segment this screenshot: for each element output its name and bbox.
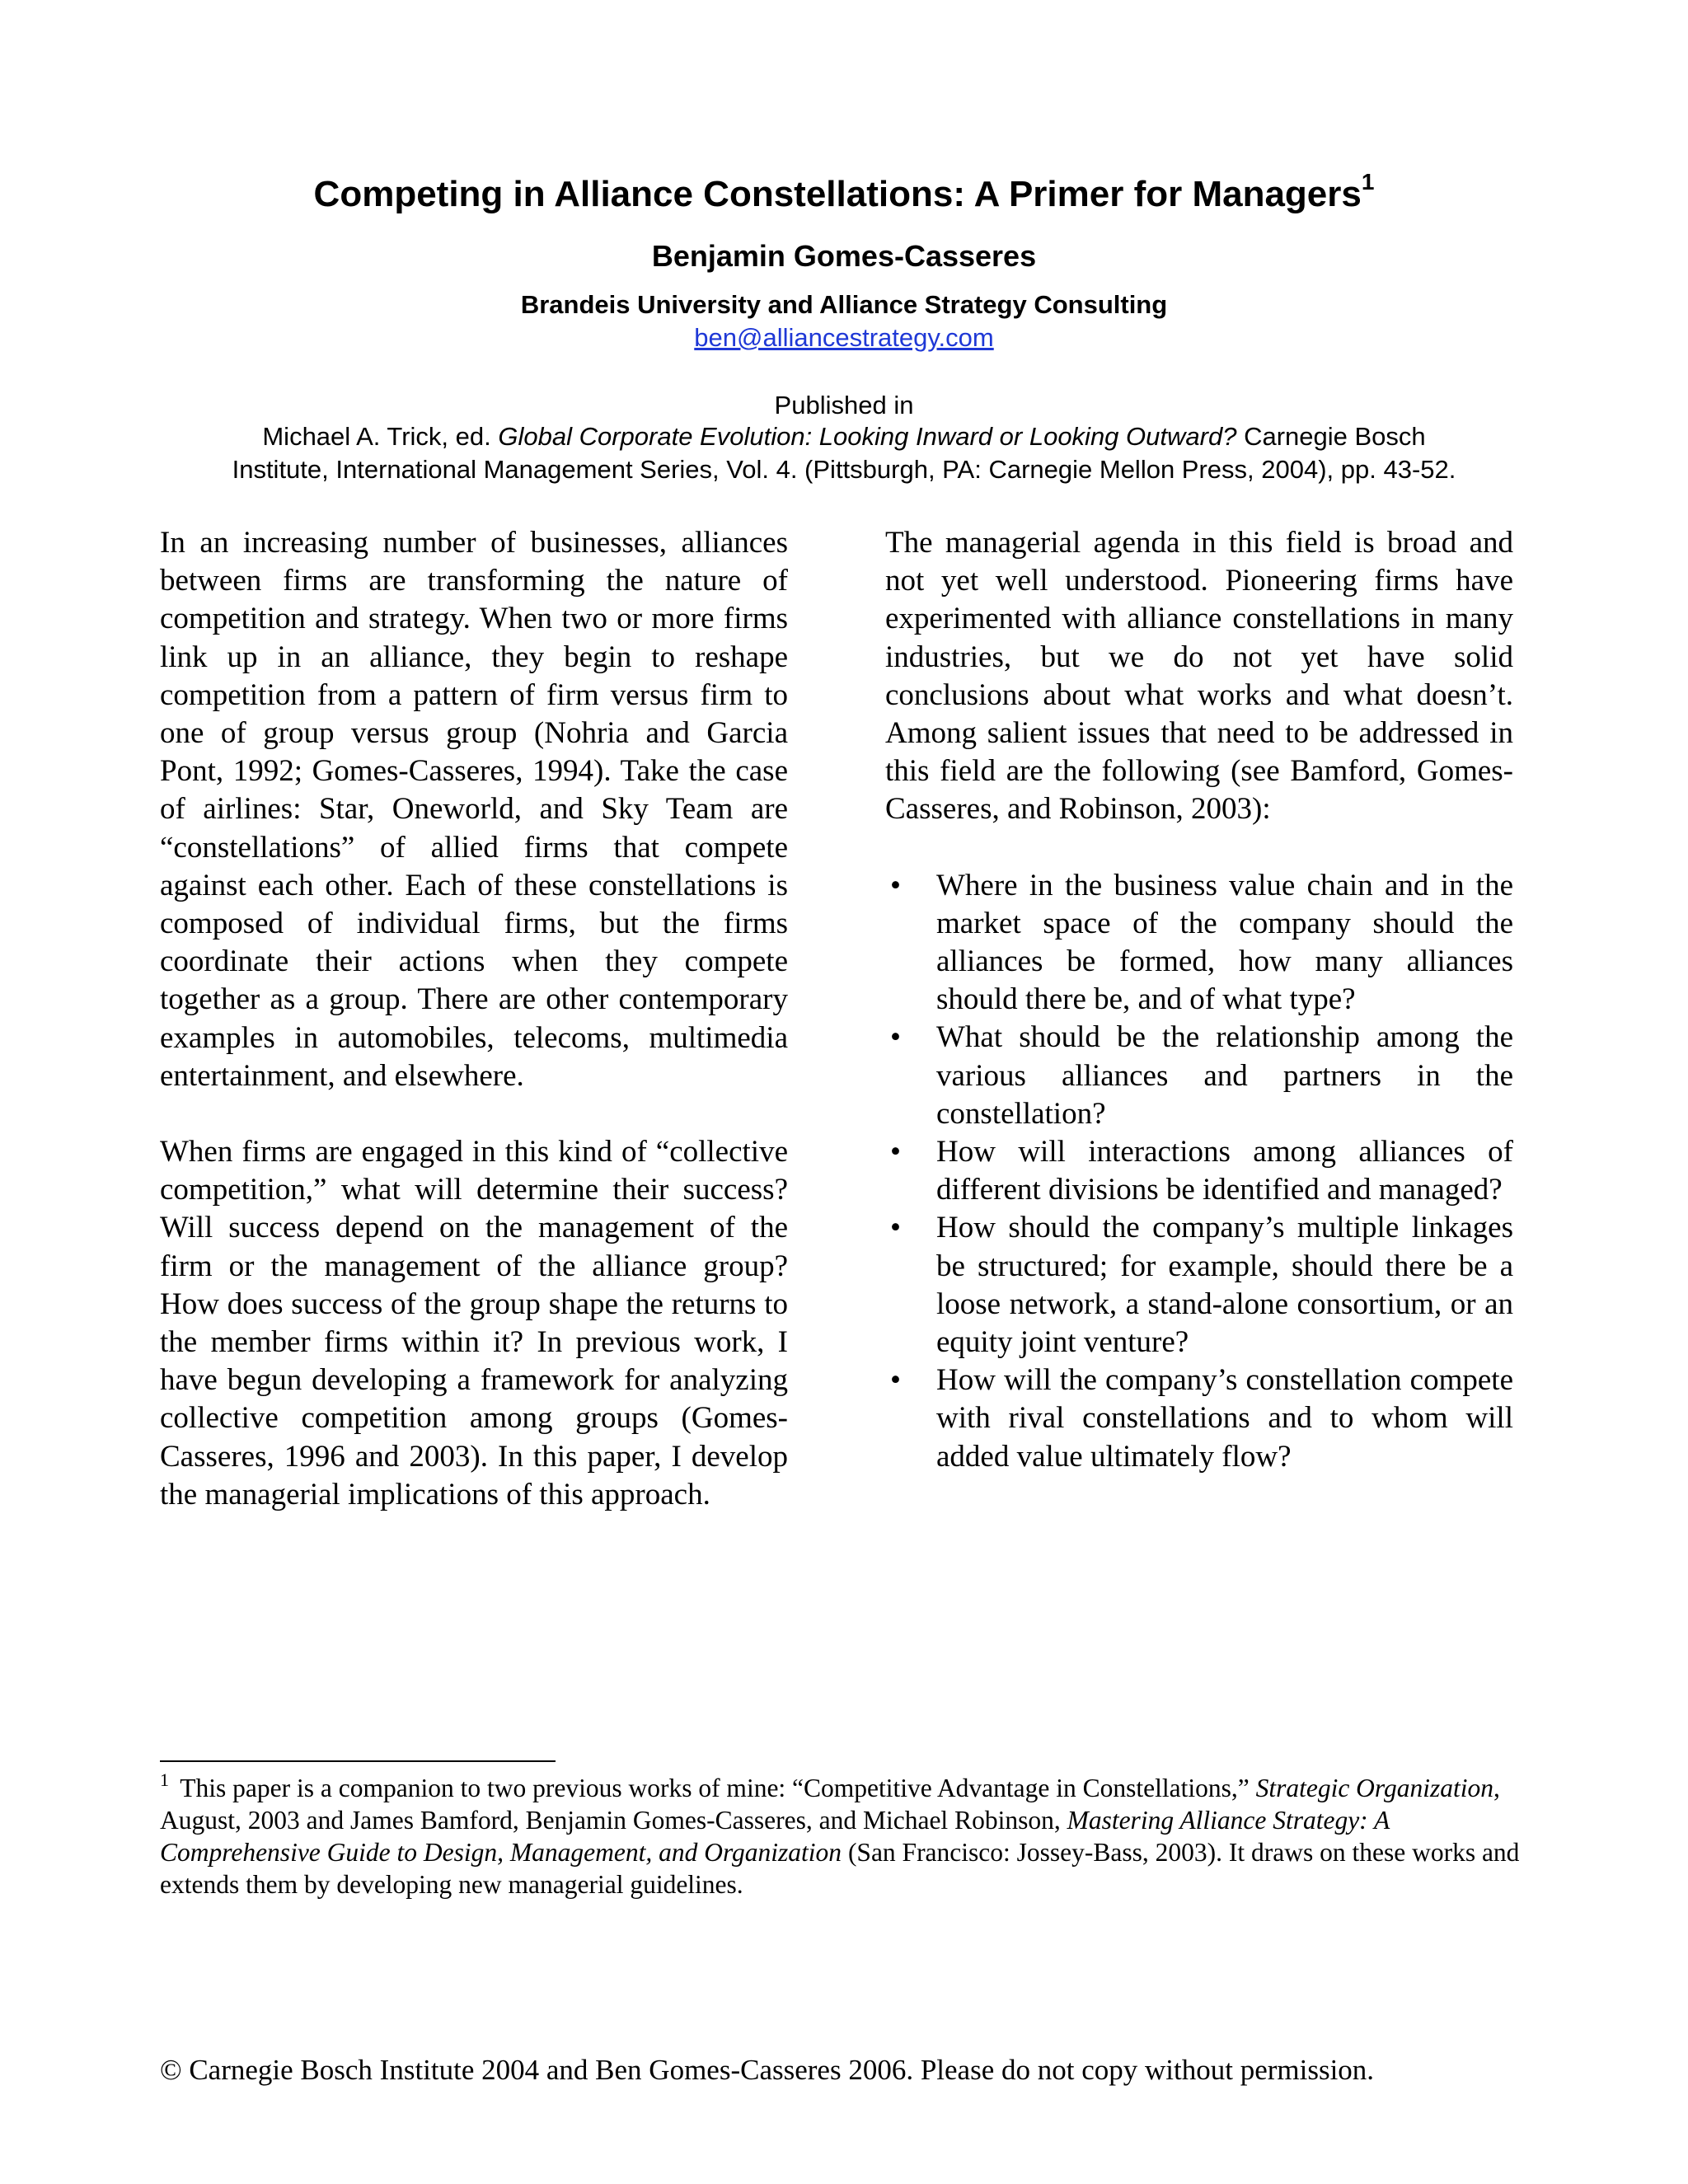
- bullet-icon: •: [890, 1211, 901, 1245]
- list-item: [885, 1361, 1513, 1476]
- footnote-book: Mastering Alliance Strategy: A Comprehensive Guide to Design, Management, and Organization: [160, 1806, 1390, 1867]
- author-affiliation: Brandeis University and Alliance Strategy Consulting: [520, 290, 1168, 319]
- footnote-text-3: (San Francisco: Jossey-Bass, 2003). It draws on these works and extends them by developing new managerial guidelines.: [160, 1838, 1520, 1899]
- list-item: [885, 1133, 1513, 1209]
- list-item: [885, 1209, 1513, 1361]
- issues-list: [885, 867, 1513, 1476]
- body-paragraph: The managerial agenda in this field is broad and not yet well understood. Pioneering firms have experimented with alliance constellations in many industries, but we do not yet have solid conclusions about what works and what doesn’t. Among salient issues that need to be addressed in this field are the following (see Bamford, Gomes-Casseres, and Robinson, 2003):: [885, 526, 1513, 827]
- citation-publisher: Carnegie Bosch: [1236, 422, 1426, 451]
- copyright-notice: © Carnegie Bosch Institute 2004 and Ben Gomes-Casseres 2006. Please do not copy without permission.: [160, 2054, 1375, 2086]
- citation-line-1: [0, 420, 1688, 453]
- list-item-text: How should the company’s multiple linkages be structured; for example, should there be a loose network, a stand-alone consortium, or an equity joint venture?: [936, 1211, 1513, 1360]
- footnote-divider: [160, 1760, 556, 1762]
- list-item-text: How will the company’s constellation compete with rival constellations and to whom will added value ultimately flow?: [936, 1363, 1513, 1474]
- right-column: [885, 524, 1513, 1476]
- bullet-icon: •: [890, 1363, 901, 1398]
- paper-title-text: Competing in Alliance Constellations: A Primer for Managers: [313, 174, 1362, 214]
- paper-title: [0, 171, 1688, 218]
- left-column: [160, 524, 788, 1514]
- footnote-text-2: , August, 2003 and James Bamford, Benjamin Gomes-Casseres, and Michael Robinson,: [160, 1774, 1500, 1835]
- author-name: Benjamin Gomes-Casseres: [651, 239, 1037, 273]
- published-label: Published in: [774, 391, 914, 419]
- footnote-text-1: This paper is a companion to two previous works of mine: “Competitive Advantage in Constellations,”: [174, 1774, 1256, 1802]
- citation-editor: Michael A. Trick, ed.: [262, 422, 499, 451]
- body-paragraph: In an increasing number of businesses, alliances between firms are transforming the nature of competition and strategy. When two or more firms link up in an alliance, they begin to reshape competition from a pattern of firm versus firm to one of group versus group (Nohria and Garcia Pont, 1992; Gomes-Casseres, 1994). Take the case of airlines: Star, Oneworld, and Sky Team are “constellations” of allied firms that compete against each other. Each of these constellations is composed of individual firms, but the firms coordinate their actions when they compete together as a group. There are other contemporary examples in automobiles, telecoms, multimedia entertainment, and elsewhere.: [160, 526, 788, 1093]
- footnote-journal: Strategic Organization: [1255, 1774, 1494, 1802]
- title-footnote-mark[interactable]: 1: [1361, 169, 1375, 195]
- footnote: [160, 1769, 1528, 1900]
- author-email-link[interactable]: ben@alliancestrategy.com: [694, 323, 994, 352]
- list-item: [885, 1019, 1513, 1133]
- list-item: [885, 867, 1513, 1019]
- citation-line-2: Institute, International Management Series, Vol. 4. (Pittsburgh, PA: Carnegie Mellon Press, 2004), pp. 43-52.: [232, 455, 1456, 484]
- citation-book-title: Global Corporate Evolution: Looking Inward or Looking Outward?: [498, 422, 1237, 451]
- body-paragraph: When firms are engaged in this kind of “collective competition,” what will determine their success? Will success depend on the management of the firm or the management of the alliance group? How does success of the group shape the returns to the member firms within it? In previous work, I have begun developing a framework for analyzing collective competition among groups (Gomes-Casseres, 1996 and 2003). In this paper, I develop the managerial implications of this approach.: [160, 1135, 788, 1511]
- list-item-text: Where in the business value chain and in the market space of the company should the alliances be formed, how many alliances should there be, and of what type?: [936, 868, 1513, 1017]
- bullet-icon: •: [890, 1135, 901, 1169]
- list-item-text: What should be the relationship among the various alliances and partners in the constellation?: [936, 1020, 1513, 1131]
- bullet-icon: •: [890, 1020, 901, 1055]
- bullet-icon: •: [890, 868, 901, 902]
- list-item-text: How will interactions among alliances of different divisions be identified and managed?: [936, 1135, 1513, 1207]
- footnote-mark: 1: [160, 1769, 169, 1790]
